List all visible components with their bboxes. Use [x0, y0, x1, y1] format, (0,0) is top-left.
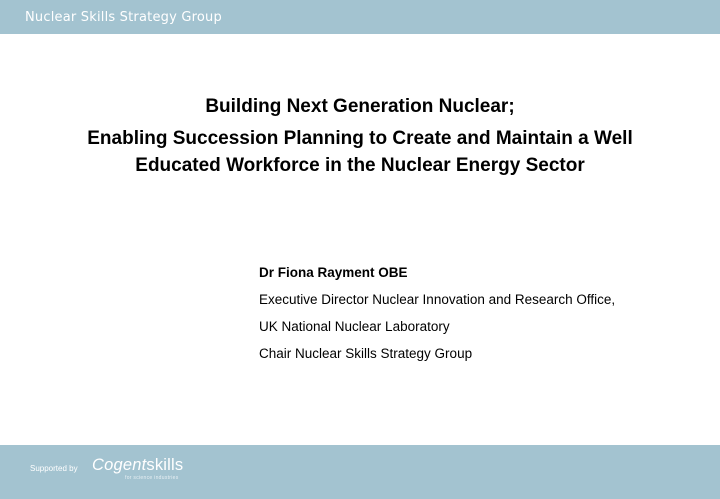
logo-word-skills: skills	[146, 456, 184, 474]
slide-title	[80, 96, 640, 179]
logo-word-cogent: Cogent	[92, 456, 147, 474]
footer-bar	[0, 445, 720, 499]
slide-title-line1: Building Next Generation Nuclear;	[205, 96, 515, 117]
slide-title-line2: Enabling Succession Planning to Create and Maintain a Well Educated Workforce in the Nuclear Energy Sector	[87, 128, 633, 176]
author-organisation: UK National Nuclear Laboratory	[259, 319, 450, 334]
header-bar	[0, 0, 720, 34]
author-name: Dr Fiona Rayment OBE	[259, 265, 408, 280]
author-role: Executive Director Nuclear Innovation and Research Office,	[259, 292, 616, 307]
logo-tagline: for science industries	[125, 475, 179, 481]
cogent-skills-logo	[92, 456, 184, 481]
supported-by-label: Supported by	[30, 464, 78, 473]
author-chair-role: Chair Nuclear Skills Strategy Group	[259, 346, 473, 361]
header-title: Nuclear Skills Strategy Group	[25, 10, 222, 25]
author-block	[259, 264, 699, 372]
